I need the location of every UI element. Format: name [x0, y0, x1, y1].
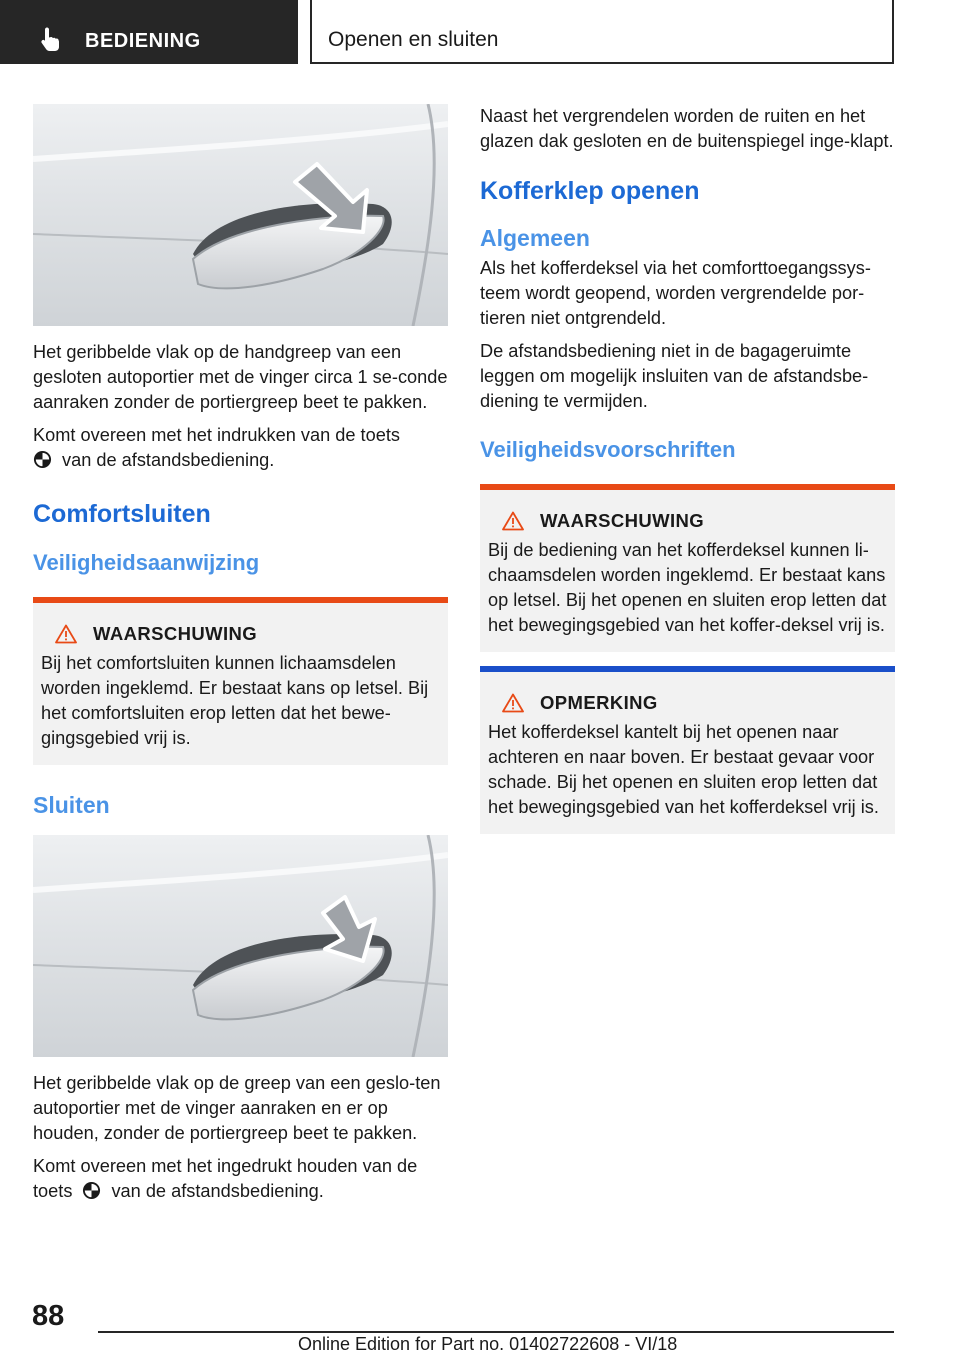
- general-paragraph-2: De afstandsbediening niet in de bagageruimte leggen om mogelijk insluiten van de afstandsbe-diening te vermijden.: [480, 341, 869, 411]
- heading-veiligheidsaanwijzing: Veiligheidsaanwijzing: [33, 550, 260, 575]
- lock-button-icon: [82, 1181, 101, 1200]
- warning-title-row: [488, 510, 887, 532]
- page-number: 88: [32, 1300, 65, 1332]
- general-paragraph-1: Als het kofferdeksel via het comforttoegangssys-teem wordt geopend, worden vergrendelde por-tieren niet ontgrendeld.: [480, 258, 871, 328]
- caption-remote-equivalent: [33, 423, 448, 473]
- warning-text: Bij het comfortsluiten kunnen lichaamsdelen worden ingeklemd. Er bestaat kans op letsel. Bij het comfortsluiten erop letten dat het bewe-gingsgebied vrij is.: [41, 653, 429, 748]
- warning-text: Bij de bediening van het kofferdeksel kunnen li-chaamsdelen worden ingeklemd. Er bestaat kans op letsel. Bij het openen en sluiten erop letten dat het bewegingsgebied van het koffer-deksel vrij is.: [488, 540, 887, 635]
- note-title: OPMERKING: [540, 692, 658, 713]
- caption-touch-lock: Het geribbelde vlak op de handgreep van een gesloten autoportier met de vinger circa 1 se-conde aanraken zonder de portiergreep beet te pakken.: [33, 342, 448, 412]
- hand-pointer-icon: [40, 26, 62, 52]
- caption-remote-hold-text-a: Komt overeen met het ingedrukt houden van de toets: [33, 1156, 418, 1201]
- left-column: [33, 104, 448, 1212]
- warning-box-trunk: [480, 484, 895, 652]
- footer-edition: Online Edition for Part no. 01402722608 - VI/18: [298, 1334, 678, 1354]
- caption-touch-hold: Het geribbelde vlak op de greep van een geslo-ten autoportier met de vinger aanraken en er op houden, zonder de portiergreep beet te pakken.: [33, 1073, 441, 1143]
- section-label: BEDIENING: [85, 30, 201, 52]
- warning-title-row: [41, 623, 440, 645]
- intro-text: Naast het vergrendelen worden de ruiten en het glazen dak gesloten en de buitenspiegel inge-klapt.: [480, 106, 894, 151]
- header-section-tab: [0, 0, 298, 64]
- note-box-trunk: [480, 666, 895, 834]
- lock-button-icon: [33, 450, 52, 469]
- door-handle-photo-top: [33, 104, 448, 326]
- warning-box-comfort: [33, 597, 448, 765]
- chapter-title: Openen en sluiten: [328, 28, 499, 51]
- warning-title: WAARSCHUWING: [540, 510, 705, 531]
- caption-remote-text-a: Komt overeen met het indrukken van de toets: [33, 425, 400, 445]
- caption-remote-hold-text-b: van de afstandsbediening.: [111, 1181, 324, 1201]
- header-chapter-box: [310, 0, 894, 64]
- caption-remote-hold: [33, 1154, 448, 1204]
- warning-title: WAARSCHUWING: [93, 623, 258, 644]
- note-title-row: [488, 692, 887, 714]
- heading-kofferklep-openen: Kofferklep openen: [480, 177, 700, 205]
- warning-triangle-icon: [55, 624, 77, 644]
- note-triangle-icon: [502, 693, 524, 713]
- right-column: [480, 104, 895, 834]
- warning-triangle-icon: [502, 511, 524, 531]
- footer-rule: [98, 1331, 894, 1333]
- caption-remote-text-b: van de afstandsbediening.: [62, 450, 275, 470]
- note-text: Het kofferdeksel kantelt bij het openen naar achteren en naar boven. Er bestaat gevaar voor schade. Bij het openen en sluiten erop letten dat het bewegingsgebied van het kofferdeksel vrij is.: [488, 722, 879, 817]
- door-handle-photo-bottom: [33, 835, 448, 1057]
- heading-veiligheidsvoorschriften: Veiligheidsvoorschriften: [480, 437, 736, 462]
- heading-algemeen: Algemeen: [480, 225, 590, 251]
- heading-sluiten: Sluiten: [33, 792, 110, 818]
- heading-comfortsluiten: Comfortsluiten: [33, 500, 211, 528]
